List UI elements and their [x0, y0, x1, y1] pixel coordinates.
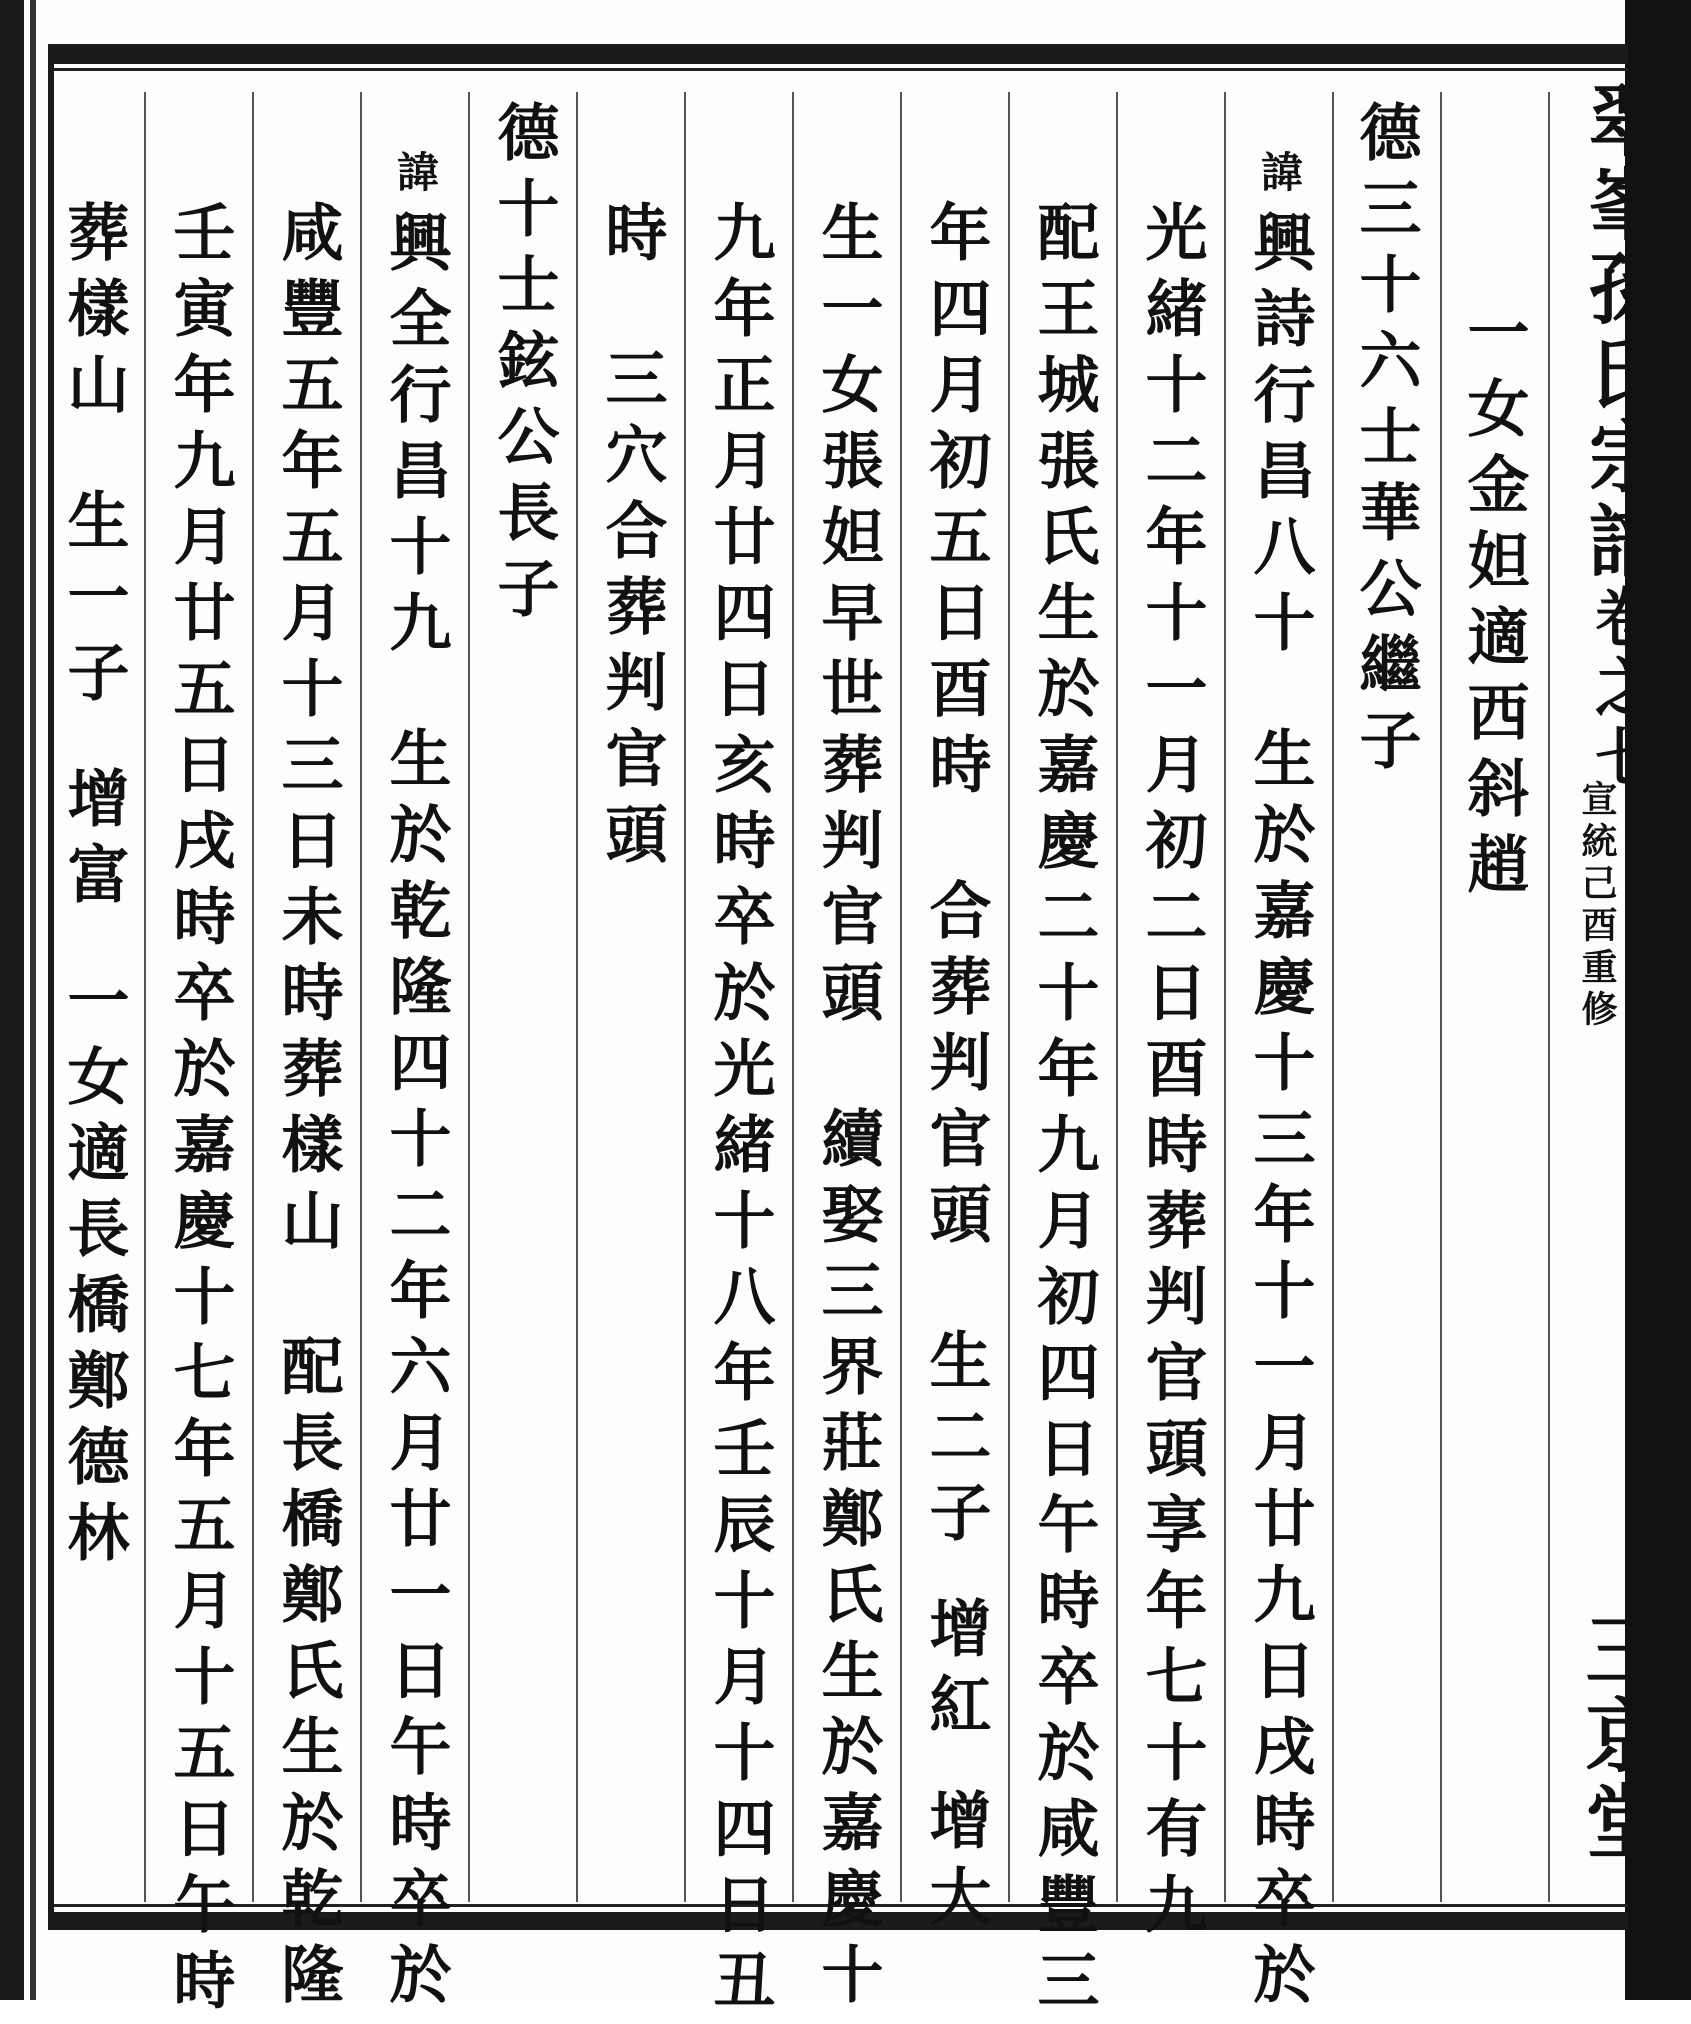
- book-binding-edge: [0, 0, 24, 2000]
- column-text: 諱: [1255, 150, 1304, 210]
- text-column: [1457, 300, 1530, 908]
- column-text: 一女適長橋鄭德林: [57, 968, 130, 1576]
- column-text: 合葬判官頭: [919, 878, 992, 1258]
- column-text: 增富: [57, 766, 130, 918]
- volume-number: 卷之七: [1584, 584, 1659, 794]
- column-text: 生於乾隆四十二年六月廿一日午時卒於: [379, 726, 452, 2018]
- text-column: [703, 200, 776, 2024]
- column-text: 生一女張妲早世葬判官頭: [811, 200, 884, 1036]
- column-text: 生於嘉慶十三年十一月廿九日戌時卒於: [1243, 726, 1316, 2018]
- text-column: [57, 200, 130, 1576]
- text-column: [271, 200, 344, 2018]
- text-column: [1349, 100, 1422, 784]
- column-text: 時: [595, 200, 668, 276]
- column-rule: [900, 92, 902, 1902]
- column-rule: [360, 92, 362, 1902]
- column-text: 光緒十二年十一月初二日酉時葬判官頭享年七十有九: [1135, 200, 1208, 1948]
- column-text: 配王城張氏生於嘉慶二十年九月初四日午時卒於咸豐三: [1027, 200, 1100, 2024]
- frame-left-border: [48, 44, 54, 1930]
- column-text: 咸豐五年五月十三日未時葬樣山: [271, 200, 344, 1264]
- frame-top-inner-line: [48, 68, 1628, 71]
- frame-top-border: [48, 44, 1628, 64]
- column-rule: [1116, 92, 1118, 1902]
- column-rule: [252, 92, 254, 1902]
- column-text: 興詩行昌八十: [1243, 210, 1316, 666]
- column-rule: [468, 92, 470, 1902]
- text-column: [1027, 200, 1100, 2024]
- text-column: [1243, 150, 1316, 2018]
- column-text: 生二子: [919, 1328, 992, 1556]
- column-rule: [576, 92, 578, 1902]
- text-column: [811, 200, 884, 2018]
- column-text: 葬樣山: [57, 200, 130, 428]
- book-binding-shadow: [30, 0, 36, 2000]
- column-text: 三穴合葬判官頭: [595, 346, 668, 878]
- column-rule: [1548, 92, 1550, 1902]
- text-column: [163, 200, 236, 2024]
- text-column: [379, 150, 452, 2018]
- margin-title: [1565, 80, 1677, 794]
- text-column: [487, 100, 560, 632]
- column-text: 一女金妲適西斜趙: [1457, 300, 1530, 908]
- column-text: 德十士鉉公長子: [487, 100, 560, 632]
- column-text: 德三十六士華公繼子: [1349, 100, 1422, 784]
- column-rule: [144, 92, 146, 1902]
- column-text: 興全行昌十九: [379, 210, 452, 666]
- column-text: 續娶三界莊鄭氏生於嘉慶十: [811, 1106, 884, 2018]
- edition-note: 宣統己酉重修: [1576, 780, 1618, 1032]
- hall-name: 三京堂: [1572, 1608, 1666, 1866]
- column-text: 壬寅年九月廿五日戌時卒於嘉慶十七年五月十五日午時: [163, 200, 236, 2024]
- column-text: 年四月初五日酉時: [919, 200, 992, 808]
- column-rule: [1224, 92, 1226, 1902]
- text-column: [1135, 200, 1208, 1948]
- column-text: 生一子: [57, 488, 130, 716]
- column-text: 增紅: [919, 1596, 992, 1748]
- column-rule: [684, 92, 686, 1902]
- book-title: 翠峯孫氏宗譜: [1576, 80, 1667, 584]
- column-text: 諱: [391, 150, 440, 210]
- column-rule: [1332, 92, 1334, 1902]
- text-column: [595, 200, 668, 878]
- text-column: [919, 200, 992, 1940]
- column-rule: [1008, 92, 1010, 1902]
- column-text: 增大: [919, 1788, 992, 1940]
- column-rule: [1440, 92, 1442, 1902]
- column-text: 九年正月廿四日亥時卒於光緒十八年壬辰十月十四日丑: [703, 200, 776, 2024]
- column-text: 配長橋鄭氏生於乾隆: [271, 1334, 344, 2018]
- column-rule: [792, 92, 794, 1902]
